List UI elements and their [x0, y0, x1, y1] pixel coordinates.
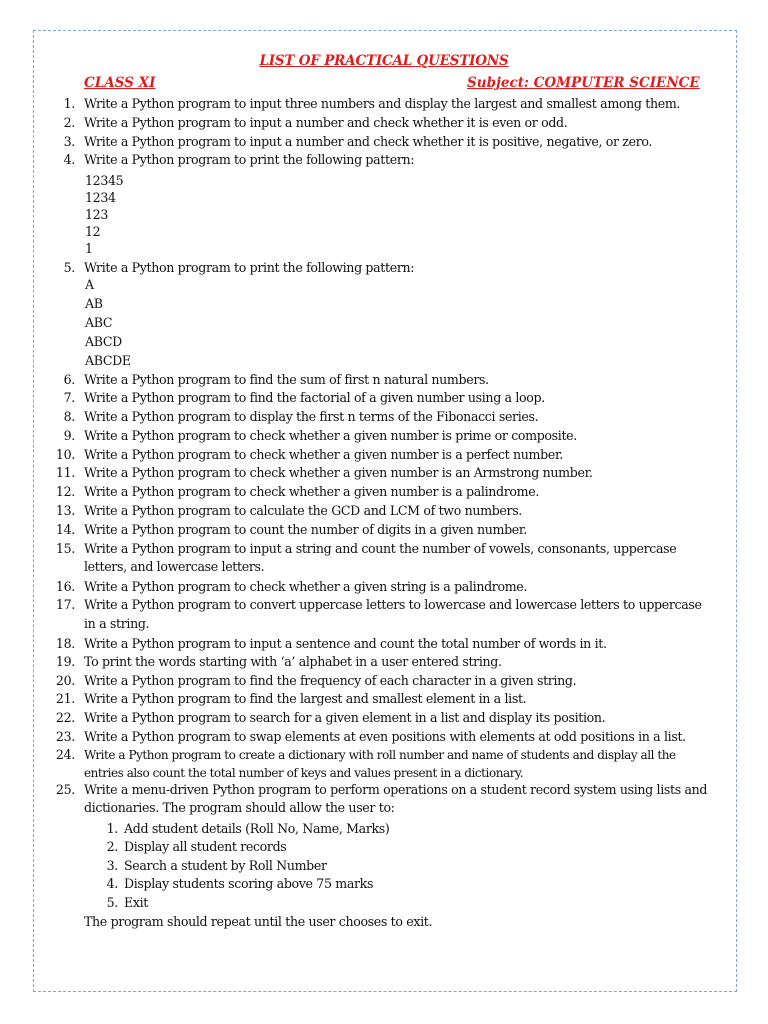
menu-number: 3. [106, 858, 118, 873]
question-text: Write a Python program to input a sentence and count the total number of words in it. [84, 636, 607, 651]
pattern-line: 1 [85, 241, 93, 256]
question-number: 4. [63, 152, 75, 167]
menu-number: 1. [106, 821, 118, 836]
pattern-line: 1234 [85, 190, 116, 205]
menu-item: Display all student records [124, 839, 287, 854]
question-text: Write a Python program to count the number of digits in a given number. [84, 522, 527, 537]
pattern-line: AB [85, 296, 103, 311]
question-number: 6. [63, 372, 75, 387]
question-number: 12. [55, 484, 75, 499]
question-number: 25. [55, 782, 75, 797]
menu-item: Exit [124, 895, 148, 910]
menu-number: 2. [106, 839, 118, 854]
pattern-line: 123 [85, 207, 108, 222]
menu-item: Display students scoring above 75 marks [124, 876, 374, 891]
pattern-line: 12 [85, 224, 101, 239]
question-text: Write a Python program to find the largest and smallest element in a list. [84, 691, 527, 706]
question-text: Write a Python program to swap elements at even positions with elements at odd positions in a list. [84, 729, 686, 744]
page-title: LIST OF PRACTICAL QUESTIONS [259, 53, 509, 69]
question-text: Write a Python program to convert uppercase letters to lowercase and lowercase letters to uppercase [84, 597, 702, 612]
pattern-line: ABC [85, 315, 113, 330]
question-number: 1. [63, 96, 75, 111]
question-number: 2. [63, 115, 75, 130]
question-number: 13. [55, 503, 75, 518]
question-number: 21. [55, 691, 75, 706]
question-text: Write a menu-driven Python program to perform operations on a student record system using lists and [84, 782, 708, 797]
question-text: Write a Python program to check whether a given number is a perfect number. [84, 447, 563, 462]
question-text-continued: entries also count the total number of keys and values present in a dictionary. [84, 766, 524, 780]
question-text: Write a Python program to display the first n terms of the Fibonacci series. [84, 409, 539, 424]
question-number: 10. [55, 447, 75, 462]
question-number: 18. [55, 636, 75, 651]
question-text: Write a Python program to calculate the GCD and LCM of two numbers. [84, 503, 522, 518]
subject-label: Subject: COMPUTER SCIENCE [467, 75, 700, 91]
pattern-line: A [85, 277, 94, 292]
question-number: 3. [63, 134, 75, 149]
question-text: Write a Python program to find the sum of first n natural numbers. [84, 372, 489, 387]
question-text: Write a Python program to create a dictionary with roll number and name of students and display all the [84, 748, 676, 762]
class-label: CLASS XI [84, 75, 156, 91]
question-number: 19. [55, 654, 75, 669]
question-text-continued: dictionaries. The program should allow the user to: [84, 800, 395, 815]
question-number: 7. [63, 390, 75, 405]
question-text: To print the words starting with ‘a’ alphabet in a user entered string. [84, 654, 502, 669]
menu-number: 4. [106, 876, 118, 891]
question-text: Write a Python program to search for a given element in a list and display its position. [84, 710, 606, 725]
question-number: 23. [55, 729, 75, 744]
question-text: Write a Python program to find the frequency of each character in a given string. [84, 673, 577, 688]
question-text: Write a Python program to print the following pattern: [84, 152, 415, 167]
menu-item: Search a student by Roll Number [124, 858, 327, 873]
question-number: 15. [55, 541, 75, 556]
question-number: 20. [55, 673, 75, 688]
menu-number: 5. [106, 895, 118, 910]
question-number: 24. [55, 747, 75, 762]
question-text-continued: letters, and lowercase letters. [84, 559, 265, 574]
question-number: 5. [63, 260, 75, 275]
question-text: Write a Python program to find the factorial of a given number using a loop. [84, 390, 545, 405]
question-number: 8. [63, 409, 75, 424]
question-text: Write a Python program to input three numbers and display the largest and smallest among them. [84, 96, 681, 111]
question-number: 9. [63, 428, 75, 443]
question-text: Write a Python program to input a string and count the number of vowels, consonants, uppercase [84, 541, 677, 556]
question-number: 14. [55, 522, 75, 537]
question-number: 17. [55, 597, 75, 612]
question-text-continued: in a string. [84, 616, 150, 631]
question-text: Write a Python program to input a number and check whether it is even or odd. [84, 115, 568, 130]
pattern-line: ABCD [85, 334, 122, 349]
question-number: 11. [55, 465, 75, 480]
menu-item: Add student details (Roll No, Name, Marks) [124, 821, 390, 836]
question-text: Write a Python program to check whether a given number is prime or composite. [84, 428, 577, 443]
question-text: Write a Python program to input a number and check whether it is positive, negative, or zero. [84, 134, 653, 149]
question-number: 16. [55, 579, 75, 594]
pattern-line: 12345 [85, 173, 124, 188]
question-text: Write a Python program to print the following pattern: [84, 260, 415, 275]
question-text: Write a Python program to check whether a given number is a palindrome. [84, 484, 539, 499]
question-text: Write a Python program to check whether a given number is an Armstrong number. [84, 465, 593, 480]
question-text: Write a Python program to check whether a given string is a palindrome. [84, 579, 528, 594]
pattern-line: ABCDE [85, 353, 131, 368]
closing-text: The program should repeat until the user chooses to exit. [84, 914, 433, 929]
question-number: 22. [55, 710, 75, 725]
